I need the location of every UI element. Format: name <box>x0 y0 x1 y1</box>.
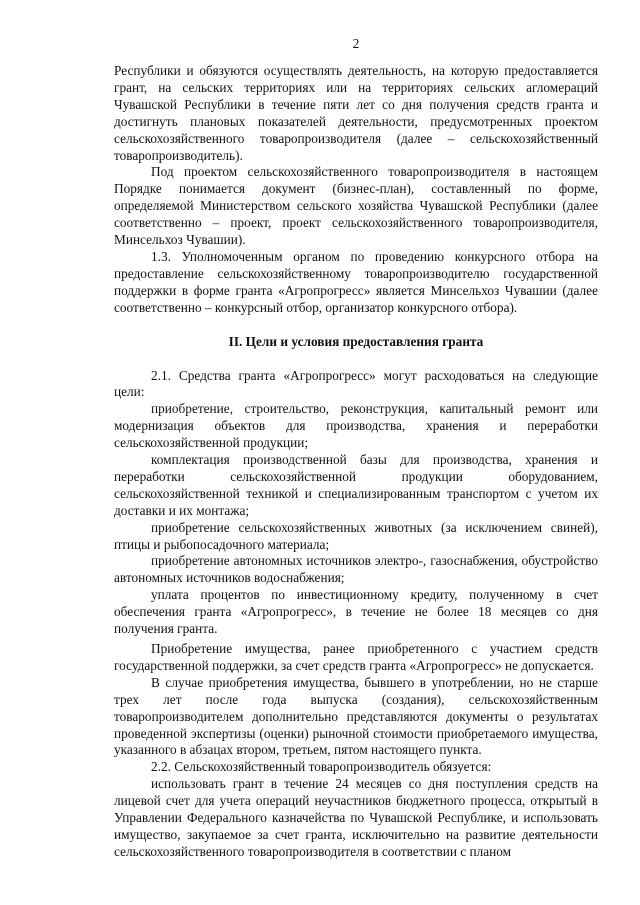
list-item-acquisition: приобретение, строительство, реконструкция, капитальный ремонт или модернизация объектов для производства, хранения и переработки сельскохозяйственной продукции; <box>114 401 598 451</box>
paragraph-2-1: 2.1. Средства гранта «Агропрогресс» могут расходоваться на следующие цели: <box>114 367 598 400</box>
paragraph-continuation: Республики и обязуются осуществлять деятельность, на которую предоставляется грант, на сельских территориях или на территориях сельских агломераций Чувашской Республики в течение пяти лет со дня получения средств гранта и достигнуть плановых показателей деятельности, предусмотренных проектом сельскохозяйственного товаропроизводителя (далее – сельскохозяйственный товаропроизводитель). <box>114 63 598 163</box>
section-heading: II. Цели и условия предоставления гранта <box>228 333 484 349</box>
list-item-autonomous-sources: приобретение автономных источников электро-, газоснабжения, обустройство автономных источников водоснабжения; <box>114 553 598 586</box>
page-number: 2 <box>352 36 360 51</box>
paragraph-prohibition: Приобретение имущества, ранее приобретенного с участием средств государственной поддержки, за счет средств гранта «Агропрогресс» не допускается. <box>114 641 598 673</box>
list-item-interest: уплата процентов по инвестиционному кредиту, полученному в счет обеспечения гранта «Агропрогресс», в течение не более 18 месяцев со дня получения гранта. <box>114 587 598 637</box>
paragraph-obligation-use: использовать грант в течение 24 месяцев со дня поступления средств на лицевой счет для учета операций неучастников бюджетного процесса, открытый в Управлении Федерального казначейства по Чувашской Республике, и использовать имущество, закупаемое за счет гранта, исключительно на развитие деятельности сельскохозяйственного товаропроизводителя в соответствии с планом <box>114 776 598 859</box>
list-item-equipment: комплектация производственной базы для производства, хранения и переработки сельскохозяйственной продукции оборудованием, сельскохозяйственной техникой и специализированным транспортом с учетом их доставки и их монтажа; <box>114 452 598 518</box>
paragraph-used-property: В случае приобретения имущества, бывшего в употреблении, но не старше трех лет после года выпуска (создания), сельскохозяйственным товаропроизводителем дополнительно представляются документы о результатах проведенной экспертизы (оценки) рыночной стоимости приобретаемого имущества, указанного в абзацах втором, третьем, пятом настоящего пункта. <box>114 674 598 758</box>
paragraph-2-2: 2.2. Сельскохозяйственный товаропроизводитель обязуется: <box>151 759 492 775</box>
paragraph-1-3: 1.3. Уполномоченным органом по проведению конкурсного отбора на предоставление сельскохозяйственному товаропроизводителю государственной поддержки в форме гранта «Агропрогресс» является Минсельхоз Чувашии (далее соответственно – конкурсный отбор, организатор конкурсного отбора). <box>114 248 598 315</box>
paragraph-project-definition: Под проектом сельскохозяйственного товаропроизводителя в настоящем Порядке понимается документ (бизнес-план), составленный по форме, определяемой Министерством сельского хозяйства Чувашской Республики (далее соответственно – проект, проект сельскохозяйственного товаропроизводителя, Минсельхоз Чувашии). <box>114 164 598 248</box>
list-item-animals: приобретение сельскохозяйственных животных (за исключением свиней), птицы и рыбопосадочного материала; <box>114 519 598 552</box>
